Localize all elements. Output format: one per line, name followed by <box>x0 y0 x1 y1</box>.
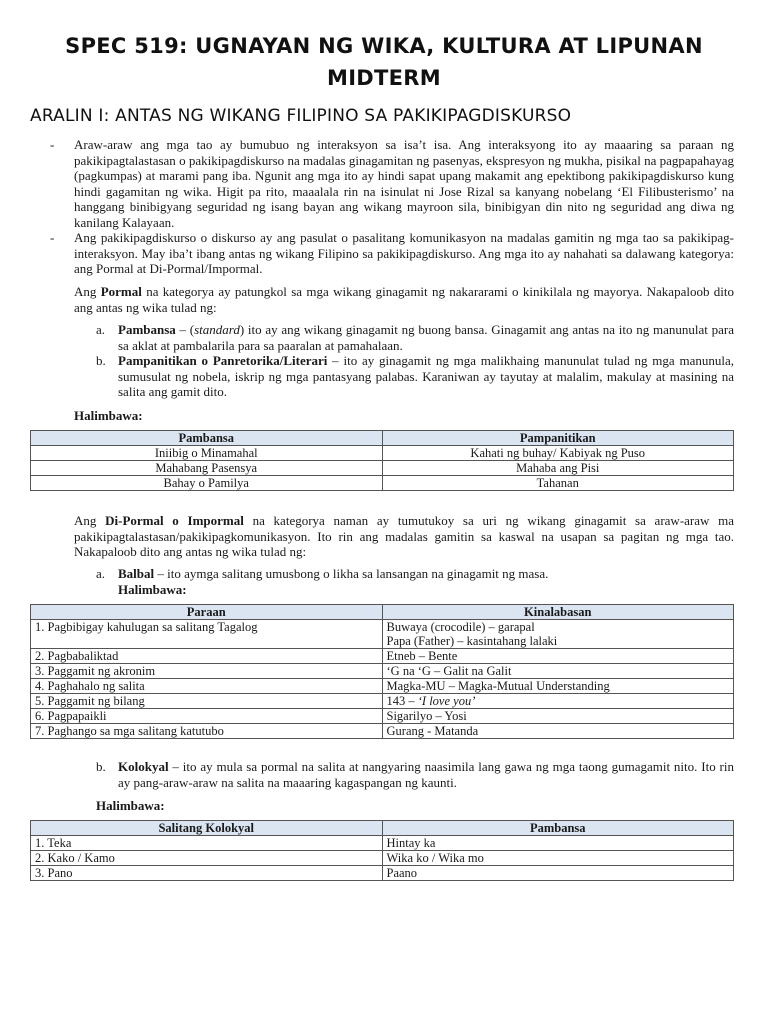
table-row <box>31 836 734 851</box>
item-balbal-marker: a. <box>96 566 106 581</box>
item-balbal-text: – ito aymga salitang umusbong o likha sa lansangan na ginagamit ng masa. <box>154 566 549 581</box>
item-pampanitikan-term: Pampanitikan o Panretorika/Literari <box>118 353 328 368</box>
table-cell: Kahati ng buhay/ Kabiyak ng Puso <box>382 446 734 461</box>
table-header-row <box>31 431 734 446</box>
item-pampanitikan-text: – ito ay ginagamit ng mga malikhaing manunulat tulad ng mga manunula, sumusulat ng nobela, iskrip ng mga pantasyang palabas. Karaniwan ay tayutay at malalim, makulay at masining na salita ang gamit dito. <box>118 353 734 399</box>
item-pambansa <box>118 322 734 353</box>
table-cell: Buwaya (crocodile) – garapal <box>382 620 734 635</box>
table-row <box>31 461 734 476</box>
pormal-pre: Ang <box>74 284 101 299</box>
table-header: Pambansa <box>31 431 383 446</box>
table-cell: Sigarilyo – Yosi <box>382 709 734 724</box>
item-pambansa-term: Pambansa <box>118 322 176 337</box>
table-row <box>31 476 734 491</box>
halimbawa-text-3: Halimbawa: <box>96 798 165 813</box>
item-pambansa-mid: – ( <box>175 322 195 337</box>
table-balbal <box>30 604 734 739</box>
pormal-post: na kategorya ay patungkol sa mga wikang ginagamit ng nakararami o kinikilala ng mayorya. Nakapaloob dito ang antas ng wika tulad ng: <box>74 284 734 315</box>
table-cell: Bahay o Pamilya <box>31 476 383 491</box>
bullet-marker-1: - <box>50 137 55 152</box>
table-row <box>31 679 734 694</box>
table-row <box>31 724 734 739</box>
document-title: SPEC 519: UGNAYAN NG WIKA, KULTURA AT LIPUNAN <box>65 34 703 58</box>
table-cell: Tahanan <box>382 476 734 491</box>
item-pambansa-text: ) ito ay ang wikang ginagamit ng buong bansa. Ginagamit ang antas na ito ng manunulat para sa aklat at pambalarila para sa paaralan at pamahalaan. <box>118 322 734 353</box>
table-row <box>31 649 734 664</box>
bullet-paragraph-1: Araw-araw ang mga tao ay bumubuo ng interaksyon sa isa’t isa. Ang interaksyong ito ay maaaring sa paraan ng pakikipagtalastasan o pakikipagdiskurso na madalas ginagamitan ng pasenyas, ekspresyon ng mukha, pisikal na pagpapahayag (pagkumpas) at marami pang iba. Ngunit ang mga ito ay hindi sapat upang makamit ang epektibong pakikipagdiskurso kung hindi gagamitan ng wika. Higit pa rito, maaalala rin na isinulat ni Jose Rizal sa kanyang nobelang ‘El Filibusterismo’ na hanggang binibigyang seguridad ng isang bayan ang wikang mayroon sila, binibigyan din nito ng seguridad ang diwa ng kanilang Kalayaan. <box>74 137 734 230</box>
item-b-marker: b. <box>96 353 106 368</box>
table-cell: Wika ko / Wika mo <box>382 851 734 866</box>
table-cell: Hintay ka <box>382 836 734 851</box>
table-header: Salitang Kolokyal <box>31 821 383 836</box>
bullet-marker-2: - <box>50 230 55 245</box>
table-cell-text: 143 – <box>386 694 418 708</box>
table-cell: 1. Pagbibigay kahulugan sa salitang Tagalog <box>31 620 383 649</box>
table-header: Pampanitikan <box>382 431 734 446</box>
table-cell: Mahaba ang Pisi <box>382 461 734 476</box>
table-cell: Magka-MU – Magka-Mutual Understanding <box>382 679 734 694</box>
table-row <box>31 664 734 679</box>
table-header: Paraan <box>31 605 383 620</box>
table-pambansa-pampanitikan <box>30 430 734 491</box>
halimbawa-label-3 <box>96 798 165 814</box>
table-cell: Mahabang Pasensya <box>31 461 383 476</box>
table-cell: Iniibig o Minamahal <box>31 446 383 461</box>
dipormal-paragraph <box>74 513 734 560</box>
table-cell: 2. Pagbabaliktad <box>31 649 383 664</box>
bullet-paragraph-2: Ang pakikipagdiskurso o diskurso ay ang pasulat o pasalitang komunikasyon na madalas gamitin ng mga tao sa pakikipag-interaksyon. May iba’t ibang antas ng wikang Filipino sa pakikipagdiskurso. Ang mga ito ay nahahati sa dalawang kategorya: ang Pormal at Di-Pormal/Impormal. <box>74 230 734 276</box>
halimbawa-text-1: Halimbawa: <box>74 408 143 423</box>
table-cell: Paano <box>382 866 734 881</box>
item-kolokyal-text: – ito ay mula sa pormal na salita at nangyaring naasimila lang gawa ng mga taong gumagamit nito. Ito rin ay pang-araw-araw na salita na maaaring kagaspangan ng kaunti. <box>118 759 734 790</box>
table-row <box>31 851 734 866</box>
item-balbal-term: Balbal <box>118 566 155 581</box>
table-cell: Gurang - Matanda <box>382 724 734 739</box>
item-a-marker: a. <box>96 322 106 337</box>
table-cell: 6. Pagpapaikli <box>31 709 383 724</box>
dipormal-pre: Ang <box>74 513 106 528</box>
table-cell: ‘G na ‘G – Galit na Galit <box>382 664 734 679</box>
table-cell-italic: ‘I love you’ <box>417 694 476 708</box>
table-cell: 4. Paghahalo ng salita <box>31 679 383 694</box>
pormal-term: Pormal <box>100 284 142 299</box>
table-cell: 1. Teka <box>31 836 383 851</box>
table-cell <box>382 694 734 709</box>
halimbawa-label-1 <box>74 408 143 424</box>
dipormal-post: na kategorya naman ay tumutukoy sa uri ng wikang ginagamit sa araw-araw ma pakikipagtalastasan/pakikipagkomunikasyon. Ito rin ang madalas gamitin sa kaswal na usapan sa pagitan ng mga tao. Nakapaloob dito ang antas ng wika tulad ng: <box>74 513 734 559</box>
item-pambansa-italic: standard <box>194 322 240 337</box>
table-row <box>31 620 734 635</box>
table-header-row <box>31 821 734 836</box>
halimbawa-text-2: Halimbawa: <box>118 582 187 597</box>
table-cell: Papa (Father) – kasintahang lalaki <box>382 634 734 649</box>
document-subtitle: MIDTERM <box>327 66 441 90</box>
item-kolokyal-marker: b. <box>96 759 106 774</box>
pormal-paragraph <box>74 284 734 315</box>
halimbawa-label-2 <box>118 582 187 598</box>
item-kolokyal <box>118 759 734 790</box>
lesson-heading: ARALIN I: ANTAS NG WIKANG FILIPINO SA PAKIKIPAGDISKURSO <box>30 106 572 126</box>
item-balbal <box>118 566 734 582</box>
table-cell: 3. Pano <box>31 866 383 881</box>
table-row <box>31 446 734 461</box>
table-header: Pambansa <box>382 821 734 836</box>
table-header-row <box>31 605 734 620</box>
table-cell: 2. Kako / Kamo <box>31 851 383 866</box>
table-row <box>31 694 734 709</box>
table-row <box>31 709 734 724</box>
table-cell: 7. Paghango sa mga salitang katutubo <box>31 724 383 739</box>
table-cell: 3. Paggamit ng akronim <box>31 664 383 679</box>
dipormal-term: Di-Pormal o Impormal <box>105 513 244 528</box>
table-cell: 5. Paggamit ng bilang <box>31 694 383 709</box>
table-header: Kinalabasan <box>382 605 734 620</box>
table-kolokyal <box>30 820 734 881</box>
item-kolokyal-term: Kolokyal <box>118 759 169 774</box>
table-row <box>31 866 734 881</box>
item-pampanitikan <box>118 353 734 400</box>
table-cell: Etneb – Bente <box>382 649 734 664</box>
